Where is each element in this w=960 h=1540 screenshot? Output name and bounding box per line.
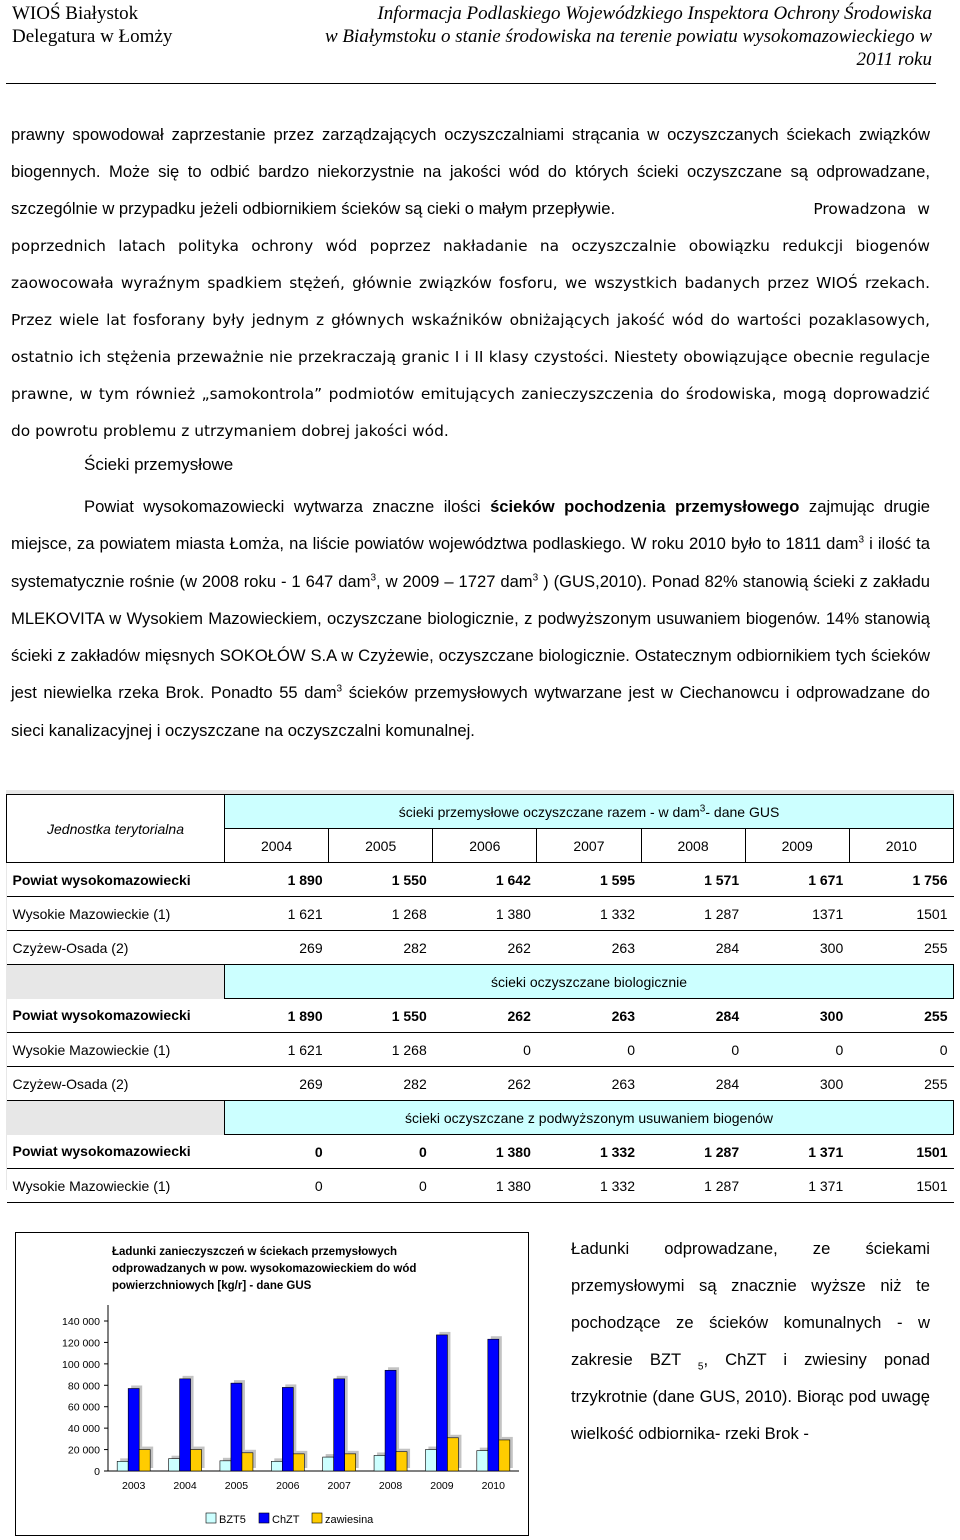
side-text-sub: 5 bbox=[697, 1361, 704, 1373]
chart-bar-chzt bbox=[282, 1387, 293, 1471]
table-cell: 0 bbox=[641, 1033, 745, 1067]
table-cell: 262 bbox=[433, 931, 537, 965]
chart-x-tick-label: 2003 bbox=[122, 1480, 146, 1492]
paragraph-2-text: Przez wiele lat fosforany były jednym z głównych wskaźników obniżających jakość wód do wartości pozaklasowych, ostatnio ich stężenia przeważnie nie przekraczają granic I i II klasy czystości. Niestety obowiązujące obecnie regulacje prawne, w tym również „samokontrola” podmiotów emitujących zanieczyszczenia do środowiska, mogą doprowadzić do powrotu problemu z utrzymaniem dobrej jakości wód. bbox=[11, 311, 930, 440]
table-cell: 300 bbox=[745, 1067, 849, 1101]
chart-legend-swatch bbox=[206, 1513, 216, 1523]
table-cell: 255 bbox=[849, 1067, 953, 1101]
chart-x-tick-label: 2007 bbox=[327, 1480, 351, 1492]
chart-legend-swatch bbox=[312, 1513, 322, 1523]
table-cell: 1501 bbox=[849, 897, 953, 931]
table-cell: 1501 bbox=[849, 1169, 953, 1203]
chart-bar-chzt bbox=[488, 1339, 499, 1471]
table-cell: 1 595 bbox=[537, 863, 641, 897]
table-cell: 0 bbox=[329, 1169, 433, 1203]
table-cell: 1 571 bbox=[641, 863, 745, 897]
table-row-label: Wysokie Mazowieckie (1) bbox=[7, 1033, 225, 1067]
chart-bar-chzt bbox=[231, 1383, 242, 1471]
p3-sup-4: 3 bbox=[336, 683, 343, 695]
chart-container bbox=[15, 1232, 529, 1536]
table-cell: 1 380 bbox=[433, 1169, 537, 1203]
table-row bbox=[7, 999, 954, 1033]
table-cell: 1 287 bbox=[641, 1169, 745, 1203]
chart-bar-zawiesina bbox=[293, 1454, 304, 1471]
chart-legend-label: BZT5 bbox=[219, 1514, 246, 1526]
table-cell: 263 bbox=[537, 931, 641, 965]
chart-x-tick-label: 2006 bbox=[276, 1480, 300, 1492]
table-cell: 1 890 bbox=[225, 863, 329, 897]
header-left bbox=[12, 2, 172, 48]
table-cell: 1 287 bbox=[641, 1135, 745, 1169]
p3-sup-2: 3 bbox=[370, 572, 377, 584]
header-title-line2: w Białymstoku o stanie środowiska na terenie powiatu wysokomazowieckiego w bbox=[324, 26, 932, 47]
chart-x-tick-label: 2005 bbox=[224, 1480, 249, 1492]
header-org: WIOŚ Białystok bbox=[12, 3, 139, 24]
chart-bar-zawiesina bbox=[447, 1438, 458, 1471]
p3-bold: ścieków pochodzenia przemysłowego bbox=[490, 497, 800, 516]
chart-y-tick-label: 140 000 bbox=[62, 1316, 100, 1328]
table-block-1 bbox=[7, 863, 954, 965]
table-cell: 0 bbox=[849, 1033, 953, 1067]
p3-part-b: zajmując drugie miejsce, za powiatem miasta Łomża, na liście powiatów województwa podlaskiego. W roku 2010 było to 1811 dam bbox=[11, 497, 930, 554]
header-right bbox=[242, 2, 932, 71]
table-cell: 1 332 bbox=[537, 897, 641, 931]
table-cell: 300 bbox=[745, 999, 849, 1033]
chart-legend-swatch bbox=[259, 1513, 269, 1523]
table-row-label: Czyżew-Osada (2) bbox=[7, 931, 225, 965]
table-cell: 1 550 bbox=[329, 863, 433, 897]
table-cell: 0 bbox=[433, 1033, 537, 1067]
chart-x-tick-label: 2008 bbox=[378, 1480, 403, 1492]
table-row bbox=[7, 1169, 954, 1203]
paragraph-1-tail bbox=[11, 190, 930, 450]
table-row-label: Wysokie Mazowieckie (1) bbox=[7, 897, 225, 931]
chart-bar-zawiesina bbox=[139, 1450, 150, 1471]
table-block-2 bbox=[7, 999, 954, 1101]
table-cell: 0 bbox=[225, 1135, 329, 1169]
table-cell: 284 bbox=[641, 931, 745, 965]
table-cell: 300 bbox=[745, 931, 849, 965]
table-cell: 1371 bbox=[745, 897, 849, 931]
table-cell: 262 bbox=[433, 1067, 537, 1101]
table-cell: 0 bbox=[745, 1033, 849, 1067]
table-cell: 1 550 bbox=[329, 999, 433, 1033]
p3-sup-1: 3 bbox=[858, 534, 865, 546]
paragraph-1-text: prawny spowodował zaprzestanie przez zarządzających oczyszczalniami strącania w oczyszczanych ściekach związków biogennych. Może się to odbić bardzo niekorzystnie na jakości wód do których ścieki oczyszczane są odprowadzane, szczególnie w przypadku jeżeli odbiornikiem ścieków są cieki o małym przepływie. bbox=[11, 125, 930, 218]
p3-part-a: Powiat wysokomazowiecki wytwarza znaczne ilości bbox=[84, 497, 481, 516]
table-cell: 284 bbox=[641, 999, 745, 1033]
chart-x-tick-label: 2010 bbox=[481, 1480, 505, 1492]
table-cell: 0 bbox=[329, 1135, 433, 1169]
chart-y-tick-label: 60 000 bbox=[67, 1401, 100, 1414]
table-year-2005: 2005 bbox=[329, 829, 433, 863]
table-cell: 1 371 bbox=[745, 1135, 849, 1169]
chart-bar-chzt bbox=[334, 1379, 345, 1471]
table-header-row-2 bbox=[7, 795, 954, 829]
table-cell: 1 268 bbox=[329, 897, 433, 931]
table-row-label: Powiat wysokomazowiecki bbox=[7, 1135, 225, 1169]
table-cell: 1 890 bbox=[225, 999, 329, 1033]
table-year-2007: 2007 bbox=[537, 829, 641, 863]
table-year-2008: 2008 bbox=[641, 829, 745, 863]
chart-x-tick-label: 2009 bbox=[430, 1480, 454, 1492]
chart-bar-bzt5 bbox=[220, 1461, 231, 1471]
table-row-label: Powiat wysokomazowiecki bbox=[7, 999, 225, 1033]
table-cell: 282 bbox=[329, 931, 433, 965]
table-section-title-3: ścieki oczyszczane z podwyższonym usuwaniem biogenów bbox=[225, 1101, 954, 1135]
table-section-title-2: ścieki oczyszczane biologicznie bbox=[225, 965, 954, 999]
chart-bar-chzt bbox=[180, 1379, 191, 1471]
table-row bbox=[7, 863, 954, 897]
chart-bar-bzt5 bbox=[477, 1451, 488, 1471]
table-cell: 1 371 bbox=[745, 1169, 849, 1203]
section-title: Ścieki przemysłowe bbox=[84, 455, 234, 474]
chart-svg bbox=[16, 1233, 528, 1535]
chart-bar-zawiesina bbox=[345, 1454, 356, 1471]
chart-bar-bzt5 bbox=[169, 1459, 180, 1471]
table-row bbox=[7, 1033, 954, 1067]
chart-bar-chzt bbox=[128, 1389, 139, 1472]
chart-y-tick-label: 40 000 bbox=[67, 1423, 100, 1436]
table-year-2006: 2006 bbox=[433, 829, 537, 863]
table-section-row-2 bbox=[7, 965, 954, 999]
table-cell: 1 671 bbox=[745, 863, 849, 897]
chart-bar-zawiesina bbox=[499, 1440, 510, 1471]
table-row-label: Czyżew-Osada (2) bbox=[7, 1067, 225, 1101]
wastewater-table bbox=[6, 790, 954, 1203]
table-cell: 263 bbox=[537, 999, 641, 1033]
chart-y-tick-label: 120 000 bbox=[62, 1337, 100, 1350]
table-cell: 1 287 bbox=[641, 897, 745, 931]
table-row-label: Wysokie Mazowieckie (1) bbox=[7, 1169, 225, 1203]
chart-bar-bzt5 bbox=[117, 1461, 128, 1471]
table-year-2004: 2004 bbox=[225, 829, 329, 863]
chart-bar-zawiesina bbox=[242, 1453, 253, 1471]
header-divider bbox=[6, 83, 936, 84]
chart-legend-box bbox=[111, 1497, 431, 1529]
table-title1-sup: 3 bbox=[699, 802, 706, 814]
table-cell: 0 bbox=[225, 1169, 329, 1203]
chart-bar-zawiesina bbox=[191, 1450, 202, 1471]
table-cell: 1 380 bbox=[433, 1135, 537, 1169]
table-row bbox=[7, 931, 954, 965]
table-cell: 1 621 bbox=[225, 1033, 329, 1067]
chart-bar-zawiesina bbox=[396, 1452, 407, 1471]
chart-title-line: odprowadzanych w pow. wysokomazowieckiem do wód bbox=[112, 1263, 417, 1275]
chart-legend-label: zawiesina bbox=[325, 1514, 374, 1526]
table-row-label: Powiat wysokomazowiecki bbox=[7, 863, 225, 897]
chart-x-tick-label: 2004 bbox=[173, 1480, 197, 1492]
table-cell: 1 332 bbox=[537, 1135, 641, 1169]
header-title-line3: 2011 roku bbox=[856, 49, 932, 70]
chart-bar-chzt bbox=[385, 1370, 396, 1471]
p3-sup-3: 3 bbox=[532, 572, 539, 584]
table-year-2009: 2009 bbox=[745, 829, 849, 863]
table-cell: 269 bbox=[225, 931, 329, 965]
table-cell: 1 332 bbox=[537, 1169, 641, 1203]
table-cell: 284 bbox=[641, 1067, 745, 1101]
paragraph-1-tail-text: Prowadzona w poprzednich latach polityka ochrony wód poprzez nakładanie na oczyszczalnie obowiązku redukcji biogenów zaowocowała wyraźnym spadkiem stężeń, głównie związków fosforu, we wszystkich badanych przez WIOŚ rzekach. bbox=[11, 200, 930, 292]
paragraph-3 bbox=[11, 488, 930, 749]
p3-part-c: i ilość ta systematycznie rośnie (w 2008 roku - 1 647 dam bbox=[11, 534, 930, 591]
table-cell: 1 380 bbox=[433, 897, 537, 931]
table-block-3 bbox=[7, 1135, 954, 1203]
chart-y-tick-label: 0 bbox=[94, 1466, 100, 1478]
table-cell: 1 756 bbox=[849, 863, 953, 897]
table-cell: 0 bbox=[537, 1033, 641, 1067]
p3-part-d: , w 2009 – 1727 dam bbox=[376, 571, 533, 591]
table-cell: 262 bbox=[433, 999, 537, 1033]
table-cell: 255 bbox=[849, 931, 953, 965]
table-section-row-3 bbox=[7, 1101, 954, 1135]
table-row bbox=[7, 1067, 954, 1101]
chart-title-line: powierzchniowych [kg/r] - dane GUS bbox=[112, 1280, 312, 1292]
table-year-2010: 2010 bbox=[849, 829, 953, 863]
side-text-b: , ChZT i zwiesiny ponad trzykrotnie (dane GUS, 2010). Biorąc pod uwagę wielkość odbiornika- rzeki Brok - bbox=[571, 1350, 930, 1443]
chart-bar-bzt5 bbox=[374, 1455, 385, 1471]
chart-title-line: Ładunki zanieczyszczeń w ściekach przemysłowych bbox=[112, 1246, 398, 1258]
chart-legend-label: ChZT bbox=[272, 1514, 300, 1526]
table-row bbox=[7, 897, 954, 931]
chart-bar-bzt5 bbox=[323, 1457, 334, 1471]
table-title1-a: ścieki przemysłowe oczyszczane razem - w dam bbox=[398, 803, 700, 820]
chart-bar-bzt5 bbox=[271, 1461, 282, 1471]
table-cell: 255 bbox=[849, 999, 953, 1033]
chart-y-tick-label: 20 000 bbox=[67, 1444, 100, 1457]
chart-y-tick-label: 80 000 bbox=[67, 1380, 100, 1393]
header-title-line1: Informacja Podlaskiego Wojewódzkiego Inspektora Ochrony Środowiska bbox=[377, 3, 932, 24]
table-cell: 263 bbox=[537, 1067, 641, 1101]
header-branch: Delegatura w Łomży bbox=[12, 26, 173, 47]
table-cell: 1 642 bbox=[433, 863, 537, 897]
table-cell: 282 bbox=[329, 1067, 433, 1101]
table-cell: 1 268 bbox=[329, 1033, 433, 1067]
table-cell: 1501 bbox=[849, 1135, 953, 1169]
table-title1-b: - dane GUS bbox=[705, 803, 780, 820]
table-section-title-1 bbox=[225, 795, 954, 829]
table-row bbox=[7, 1135, 954, 1169]
p3-part-f: ścieków przemysłowych wytwarzane jest w Ciechanowcu i odprowadzane do sieci kanalizacyjnej i oczyszczane na oczyszczalni komunalnej. bbox=[11, 683, 930, 740]
chart-bar-chzt bbox=[436, 1335, 447, 1471]
side-text-a: Ładunki odprowadzane, ze ściekami przemysłowymi są znacznie wyższe niż te pochodzące ze ścieków komunalnych - w zakresie BZT bbox=[571, 1239, 930, 1369]
table-cell: 269 bbox=[225, 1067, 329, 1101]
side-paragraph bbox=[571, 1230, 930, 1452]
p3-part-e: ) (GUS,2010). Ponad 82% stanowią ścieki z zakładu MLEKOVITA w Wysokiem Mazowieckiem, oczyszczane biologicznie, z podwyższonym usuwaniem biogenów. 14% stanowią ścieki z zakładów mięsnych SOKOŁÓW S.A w Czyżewie, oczyszczane biologicznie. Ostatecznym odbiornikiem tych ścieków jest niewielka rzeka Brok. Ponadto 55 dam bbox=[11, 571, 930, 703]
table-corner-label: Jednostka terytorialna bbox=[7, 795, 225, 863]
table-cell: 1 621 bbox=[225, 897, 329, 931]
chart-bar-bzt5 bbox=[425, 1450, 436, 1471]
chart-y-tick-label: 100 000 bbox=[62, 1358, 100, 1371]
